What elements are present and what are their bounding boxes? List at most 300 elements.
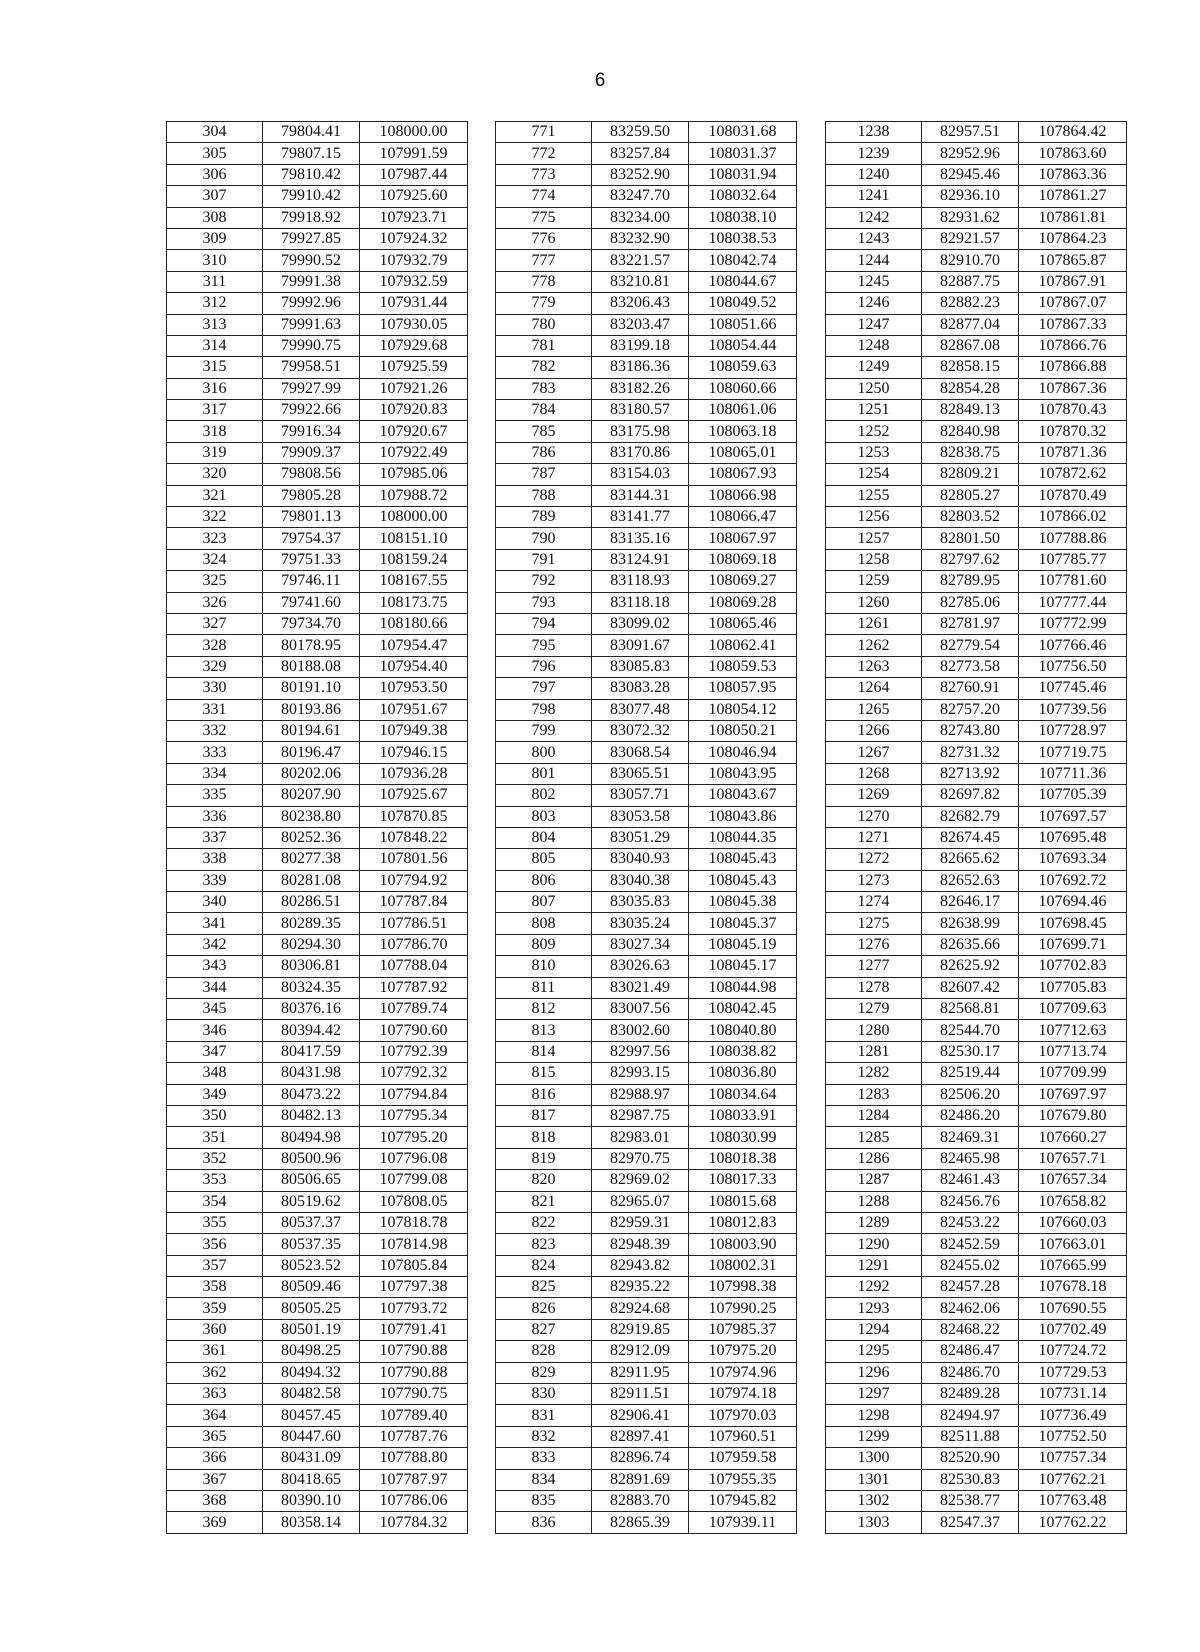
y-coordinate-cell: 107801.56 (360, 849, 468, 870)
table-row (826, 271, 1127, 292)
table-row (826, 1020, 1127, 1041)
point-number-cell: 1293 (826, 1298, 922, 1319)
x-coordinate-cell: 82519.44 (922, 1063, 1019, 1084)
x-coordinate-cell: 80178.95 (263, 635, 360, 656)
table-row (826, 1127, 1127, 1148)
table-row (496, 357, 797, 378)
x-coordinate-cell: 82544.70 (922, 1020, 1019, 1041)
table-row (167, 528, 468, 549)
point-number-cell: 367 (167, 1469, 263, 1490)
y-coordinate-cell: 107763.48 (1019, 1491, 1127, 1512)
x-coordinate-cell: 82757.20 (922, 699, 1019, 720)
table-row (826, 1148, 1127, 1169)
point-number-cell: 804 (496, 827, 592, 848)
x-coordinate-cell: 82455.02 (922, 1255, 1019, 1276)
x-coordinate-cell: 79918.92 (263, 207, 360, 228)
y-coordinate-cell: 108038.10 (689, 207, 797, 228)
table-row (496, 934, 797, 955)
x-coordinate-cell: 83118.93 (592, 571, 689, 592)
table-row (167, 1105, 468, 1126)
x-coordinate-cell: 79990.52 (263, 250, 360, 271)
x-coordinate-cell: 82838.75 (922, 442, 1019, 463)
point-number-cell: 831 (496, 1405, 592, 1426)
x-coordinate-cell: 82468.22 (922, 1319, 1019, 1340)
x-coordinate-cell: 80191.10 (263, 678, 360, 699)
table-row (167, 549, 468, 570)
x-coordinate-cell: 82462.06 (922, 1298, 1019, 1319)
y-coordinate-cell: 107866.76 (1019, 335, 1127, 356)
x-coordinate-cell: 83135.16 (592, 528, 689, 549)
y-coordinate-cell: 107924.32 (360, 228, 468, 249)
page-number: 6 (594, 70, 606, 91)
x-coordinate-cell: 82935.22 (592, 1277, 689, 1298)
y-coordinate-cell: 107795.34 (360, 1105, 468, 1126)
x-coordinate-cell: 79746.11 (263, 571, 360, 592)
x-coordinate-cell: 80537.35 (263, 1234, 360, 1255)
x-coordinate-cell: 82465.98 (922, 1148, 1019, 1169)
x-coordinate-cell: 83040.38 (592, 870, 689, 891)
point-number-cell: 781 (496, 335, 592, 356)
y-coordinate-cell: 108054.12 (689, 699, 797, 720)
y-coordinate-cell: 107786.51 (360, 913, 468, 934)
point-number-cell: 818 (496, 1127, 592, 1148)
y-coordinate-cell: 107756.50 (1019, 656, 1127, 677)
table-row (496, 1426, 797, 1447)
y-coordinate-cell: 107766.46 (1019, 635, 1127, 656)
y-coordinate-cell: 107946.15 (360, 742, 468, 763)
table-row (167, 421, 468, 442)
table-row (496, 228, 797, 249)
y-coordinate-cell: 107660.27 (1019, 1127, 1127, 1148)
table-row (826, 528, 1127, 549)
x-coordinate-cell: 82849.13 (922, 400, 1019, 421)
x-coordinate-cell: 80202.06 (263, 763, 360, 784)
y-coordinate-cell: 107724.72 (1019, 1341, 1127, 1362)
table-row (826, 143, 1127, 164)
point-number-cell: 319 (167, 442, 263, 463)
table-row (167, 1469, 468, 1490)
x-coordinate-cell: 79810.42 (263, 164, 360, 185)
x-coordinate-cell: 79916.34 (263, 421, 360, 442)
x-coordinate-cell: 80494.98 (263, 1127, 360, 1148)
table-row (496, 870, 797, 891)
table-row (167, 827, 468, 848)
x-coordinate-cell: 82520.90 (922, 1448, 1019, 1469)
point-number-cell: 304 (167, 122, 263, 143)
table-row (167, 1448, 468, 1469)
table-row (826, 742, 1127, 763)
y-coordinate-cell: 107922.49 (360, 442, 468, 463)
y-coordinate-cell: 107762.22 (1019, 1512, 1127, 1533)
x-coordinate-cell: 82674.45 (922, 827, 1019, 848)
y-coordinate-cell: 108173.75 (360, 592, 468, 613)
y-coordinate-cell: 107955.35 (689, 1469, 797, 1490)
table-row (496, 1384, 797, 1405)
table-row (167, 1341, 468, 1362)
point-number-cell: 318 (167, 421, 263, 442)
point-number-cell: 1264 (826, 678, 922, 699)
point-number-cell: 305 (167, 143, 263, 164)
point-number-cell: 325 (167, 571, 263, 592)
point-number-cell: 836 (496, 1512, 592, 1533)
x-coordinate-cell: 82945.46 (922, 164, 1019, 185)
point-number-cell: 344 (167, 977, 263, 998)
table-row (826, 442, 1127, 463)
point-number-cell: 340 (167, 892, 263, 913)
point-number-cell: 834 (496, 1469, 592, 1490)
x-coordinate-cell: 80482.58 (263, 1384, 360, 1405)
point-number-cell: 313 (167, 314, 263, 335)
x-coordinate-cell: 80294.30 (263, 934, 360, 955)
point-number-cell: 362 (167, 1362, 263, 1383)
point-number-cell: 778 (496, 271, 592, 292)
x-coordinate-cell: 80501.19 (263, 1319, 360, 1340)
y-coordinate-cell: 108000.00 (360, 507, 468, 528)
table-row (167, 1148, 468, 1169)
point-number-cell: 1281 (826, 1041, 922, 1062)
x-coordinate-cell: 83065.51 (592, 763, 689, 784)
x-coordinate-cell: 83234.00 (592, 207, 689, 228)
table-row (167, 592, 468, 613)
point-number-cell: 1298 (826, 1405, 922, 1426)
point-number-cell: 1246 (826, 293, 922, 314)
point-number-cell: 331 (167, 699, 263, 720)
y-coordinate-cell: 107791.41 (360, 1319, 468, 1340)
point-number-cell: 356 (167, 1234, 263, 1255)
point-number-cell: 366 (167, 1448, 263, 1469)
x-coordinate-cell: 83099.02 (592, 613, 689, 634)
point-number-cell: 359 (167, 1298, 263, 1319)
point-number-cell: 1303 (826, 1512, 922, 1533)
x-coordinate-cell: 83068.54 (592, 742, 689, 763)
table-row (496, 763, 797, 784)
y-coordinate-cell: 108059.53 (689, 656, 797, 677)
point-number-cell: 1299 (826, 1426, 922, 1447)
x-coordinate-cell: 82858.15 (922, 357, 1019, 378)
y-coordinate-cell: 107792.32 (360, 1063, 468, 1084)
table-row (496, 143, 797, 164)
x-coordinate-cell: 83247.70 (592, 186, 689, 207)
point-number-cell: 799 (496, 720, 592, 741)
x-coordinate-cell: 82957.51 (922, 122, 1019, 143)
y-coordinate-cell: 107785.77 (1019, 549, 1127, 570)
table-row (496, 1084, 797, 1105)
table-row (826, 763, 1127, 784)
table-row (496, 613, 797, 634)
point-number-cell: 307 (167, 186, 263, 207)
table-row (167, 785, 468, 806)
table-row (167, 571, 468, 592)
x-coordinate-cell: 82877.04 (922, 314, 1019, 335)
y-coordinate-cell: 107985.06 (360, 464, 468, 485)
point-number-cell: 782 (496, 357, 592, 378)
point-number-cell: 779 (496, 293, 592, 314)
y-coordinate-cell: 107772.99 (1019, 613, 1127, 634)
x-coordinate-cell: 79922.66 (263, 400, 360, 421)
point-number-cell: 825 (496, 1277, 592, 1298)
x-coordinate-cell: 83124.91 (592, 549, 689, 570)
x-coordinate-cell: 82867.08 (922, 335, 1019, 356)
point-number-cell: 1296 (826, 1362, 922, 1383)
y-coordinate-cell: 107745.46 (1019, 678, 1127, 699)
y-coordinate-cell: 108067.93 (689, 464, 797, 485)
table-row (167, 849, 468, 870)
x-coordinate-cell: 82785.06 (922, 592, 1019, 613)
point-number-cell: 1272 (826, 849, 922, 870)
x-coordinate-cell: 82993.15 (592, 1063, 689, 1084)
x-coordinate-cell: 82489.28 (922, 1384, 1019, 1405)
table-row (826, 1084, 1127, 1105)
point-number-cell: 1279 (826, 999, 922, 1020)
table-row (167, 892, 468, 913)
table-row (496, 442, 797, 463)
table-row (826, 186, 1127, 207)
point-number-cell: 346 (167, 1020, 263, 1041)
point-number-cell: 1252 (826, 421, 922, 442)
x-coordinate-cell: 82547.37 (922, 1512, 1019, 1533)
x-coordinate-cell: 82789.95 (922, 571, 1019, 592)
x-coordinate-cell: 80188.08 (263, 656, 360, 677)
x-coordinate-cell: 82969.02 (592, 1170, 689, 1191)
point-number-cell: 348 (167, 1063, 263, 1084)
y-coordinate-cell: 107936.28 (360, 763, 468, 784)
table-row (826, 956, 1127, 977)
point-number-cell: 1241 (826, 186, 922, 207)
x-coordinate-cell: 83040.93 (592, 849, 689, 870)
y-coordinate-cell: 108045.43 (689, 849, 797, 870)
y-coordinate-cell: 107712.63 (1019, 1020, 1127, 1041)
x-coordinate-cell: 83210.81 (592, 271, 689, 292)
x-coordinate-cell: 80252.36 (263, 827, 360, 848)
x-coordinate-cell: 82494.97 (922, 1405, 1019, 1426)
y-coordinate-cell: 107867.33 (1019, 314, 1127, 335)
x-coordinate-cell: 80447.60 (263, 1426, 360, 1447)
x-coordinate-cell: 83085.83 (592, 656, 689, 677)
x-coordinate-cell: 79992.96 (263, 293, 360, 314)
point-number-cell: 1253 (826, 442, 922, 463)
table-row (167, 164, 468, 185)
table-row (826, 549, 1127, 570)
y-coordinate-cell: 108159.24 (360, 549, 468, 570)
x-coordinate-cell: 82943.82 (592, 1255, 689, 1276)
y-coordinate-cell: 107736.49 (1019, 1405, 1127, 1426)
table-row (167, 507, 468, 528)
y-coordinate-cell: 107930.05 (360, 314, 468, 335)
table-row (167, 1384, 468, 1405)
y-coordinate-cell: 107797.38 (360, 1277, 468, 1298)
table-row (167, 1319, 468, 1340)
point-number-cell: 1265 (826, 699, 922, 720)
x-coordinate-cell: 80498.25 (263, 1341, 360, 1362)
point-number-cell: 775 (496, 207, 592, 228)
point-number-cell: 806 (496, 870, 592, 891)
table-row (496, 806, 797, 827)
y-coordinate-cell: 108044.67 (689, 271, 797, 292)
point-number-cell: 333 (167, 742, 263, 763)
y-coordinate-cell: 107697.57 (1019, 806, 1127, 827)
point-number-cell: 817 (496, 1105, 592, 1126)
point-number-cell: 363 (167, 1384, 263, 1405)
table-row (826, 977, 1127, 998)
x-coordinate-cell: 82891.69 (592, 1469, 689, 1490)
y-coordinate-cell: 107861.27 (1019, 186, 1127, 207)
y-coordinate-cell: 108032.64 (689, 186, 797, 207)
x-coordinate-cell: 80417.59 (263, 1041, 360, 1062)
x-coordinate-cell: 80289.35 (263, 913, 360, 934)
y-coordinate-cell: 107784.32 (360, 1512, 468, 1533)
x-coordinate-cell: 83002.60 (592, 1020, 689, 1041)
point-number-cell: 796 (496, 656, 592, 677)
table-row (496, 1512, 797, 1533)
point-number-cell: 1244 (826, 250, 922, 271)
table-row (826, 699, 1127, 720)
coordinate-table-3 (825, 121, 1127, 1534)
y-coordinate-cell: 108042.45 (689, 999, 797, 1020)
table-row (496, 250, 797, 271)
point-number-cell: 1286 (826, 1148, 922, 1169)
x-coordinate-cell: 79991.63 (263, 314, 360, 335)
x-coordinate-cell: 80431.09 (263, 1448, 360, 1469)
point-number-cell: 815 (496, 1063, 592, 1084)
y-coordinate-cell: 107793.72 (360, 1298, 468, 1319)
y-coordinate-cell: 108059.63 (689, 357, 797, 378)
table-row (496, 635, 797, 656)
table-row (826, 1426, 1127, 1447)
y-coordinate-cell: 107787.92 (360, 977, 468, 998)
y-coordinate-cell: 108038.53 (689, 228, 797, 249)
x-coordinate-cell: 82538.77 (922, 1491, 1019, 1512)
y-coordinate-cell: 107861.81 (1019, 207, 1127, 228)
point-number-cell: 1247 (826, 314, 922, 335)
point-number-cell: 339 (167, 870, 263, 891)
x-coordinate-cell: 80196.47 (263, 742, 360, 763)
x-coordinate-cell: 82697.82 (922, 785, 1019, 806)
table-row (496, 1255, 797, 1276)
y-coordinate-cell: 107787.97 (360, 1469, 468, 1490)
point-number-cell: 1274 (826, 892, 922, 913)
x-coordinate-cell: 79741.60 (263, 592, 360, 613)
y-coordinate-cell: 108061.06 (689, 400, 797, 421)
table-row (826, 870, 1127, 891)
y-coordinate-cell: 107998.38 (689, 1277, 797, 1298)
y-coordinate-cell: 108038.82 (689, 1041, 797, 1062)
x-coordinate-cell: 82797.62 (922, 549, 1019, 570)
y-coordinate-cell: 108043.95 (689, 763, 797, 784)
point-number-cell: 326 (167, 592, 263, 613)
point-number-cell: 314 (167, 335, 263, 356)
table-row (826, 378, 1127, 399)
point-number-cell: 785 (496, 421, 592, 442)
x-coordinate-cell: 82743.80 (922, 720, 1019, 741)
point-number-cell: 1262 (826, 635, 922, 656)
table-row (826, 228, 1127, 249)
y-coordinate-cell: 107870.85 (360, 806, 468, 827)
table-row (167, 1298, 468, 1319)
y-coordinate-cell: 107945.82 (689, 1491, 797, 1512)
x-coordinate-cell: 82952.96 (922, 143, 1019, 164)
x-coordinate-cell: 80482.13 (263, 1105, 360, 1126)
y-coordinate-cell: 107865.87 (1019, 250, 1127, 271)
x-coordinate-cell: 80207.90 (263, 785, 360, 806)
point-number-cell: 365 (167, 1426, 263, 1447)
table-row (826, 1170, 1127, 1191)
point-number-cell: 1292 (826, 1277, 922, 1298)
point-number-cell: 364 (167, 1405, 263, 1426)
point-number-cell: 335 (167, 785, 263, 806)
point-number-cell: 330 (167, 678, 263, 699)
y-coordinate-cell: 108069.27 (689, 571, 797, 592)
point-number-cell: 1285 (826, 1127, 922, 1148)
x-coordinate-cell: 82652.63 (922, 870, 1019, 891)
y-coordinate-cell: 107794.92 (360, 870, 468, 891)
point-number-cell: 821 (496, 1191, 592, 1212)
y-coordinate-cell: 108046.94 (689, 742, 797, 763)
table-row (167, 1191, 468, 1212)
y-coordinate-cell: 107777.44 (1019, 592, 1127, 613)
x-coordinate-cell: 82530.83 (922, 1469, 1019, 1490)
x-coordinate-cell: 82773.58 (922, 656, 1019, 677)
table-row (167, 678, 468, 699)
table-row (167, 1212, 468, 1233)
table-row (496, 1041, 797, 1062)
y-coordinate-cell: 107711.36 (1019, 763, 1127, 784)
y-coordinate-cell: 107693.34 (1019, 849, 1127, 870)
table-row (167, 378, 468, 399)
x-coordinate-cell: 79958.51 (263, 357, 360, 378)
y-coordinate-cell: 108040.80 (689, 1020, 797, 1041)
table-row (496, 485, 797, 506)
point-number-cell: 1302 (826, 1491, 922, 1512)
table-row (167, 635, 468, 656)
y-coordinate-cell: 107788.80 (360, 1448, 468, 1469)
x-coordinate-cell: 80431.98 (263, 1063, 360, 1084)
point-number-cell: 1268 (826, 763, 922, 784)
point-number-cell: 1271 (826, 827, 922, 848)
x-coordinate-cell: 82530.17 (922, 1041, 1019, 1062)
y-coordinate-cell: 107663.01 (1019, 1234, 1127, 1255)
x-coordinate-cell: 82486.47 (922, 1341, 1019, 1362)
x-coordinate-cell: 79808.56 (263, 464, 360, 485)
x-coordinate-cell: 82457.28 (922, 1277, 1019, 1298)
table-row (496, 827, 797, 848)
y-coordinate-cell: 108057.95 (689, 678, 797, 699)
table-row (167, 314, 468, 335)
y-coordinate-cell: 107678.18 (1019, 1277, 1127, 1298)
y-coordinate-cell: 107818.78 (360, 1212, 468, 1233)
x-coordinate-cell: 82936.10 (922, 186, 1019, 207)
table-row (826, 1298, 1127, 1319)
x-coordinate-cell: 83257.84 (592, 143, 689, 164)
x-coordinate-cell: 83199.18 (592, 335, 689, 356)
table-row (826, 1341, 1127, 1362)
table-row (167, 763, 468, 784)
y-coordinate-cell: 107991.59 (360, 143, 468, 164)
y-coordinate-cell: 107814.98 (360, 1234, 468, 1255)
y-coordinate-cell: 107762.21 (1019, 1469, 1127, 1490)
y-coordinate-cell: 107954.47 (360, 635, 468, 656)
point-number-cell: 1290 (826, 1234, 922, 1255)
x-coordinate-cell: 82906.41 (592, 1405, 689, 1426)
y-coordinate-cell: 107954.40 (360, 656, 468, 677)
x-coordinate-cell: 83007.56 (592, 999, 689, 1020)
x-coordinate-cell: 79990.75 (263, 335, 360, 356)
y-coordinate-cell: 108051.66 (689, 314, 797, 335)
point-number-cell: 342 (167, 934, 263, 955)
y-coordinate-cell: 107739.56 (1019, 699, 1127, 720)
x-coordinate-cell: 80324.35 (263, 977, 360, 998)
x-coordinate-cell: 80306.81 (263, 956, 360, 977)
x-coordinate-cell: 80277.38 (263, 849, 360, 870)
